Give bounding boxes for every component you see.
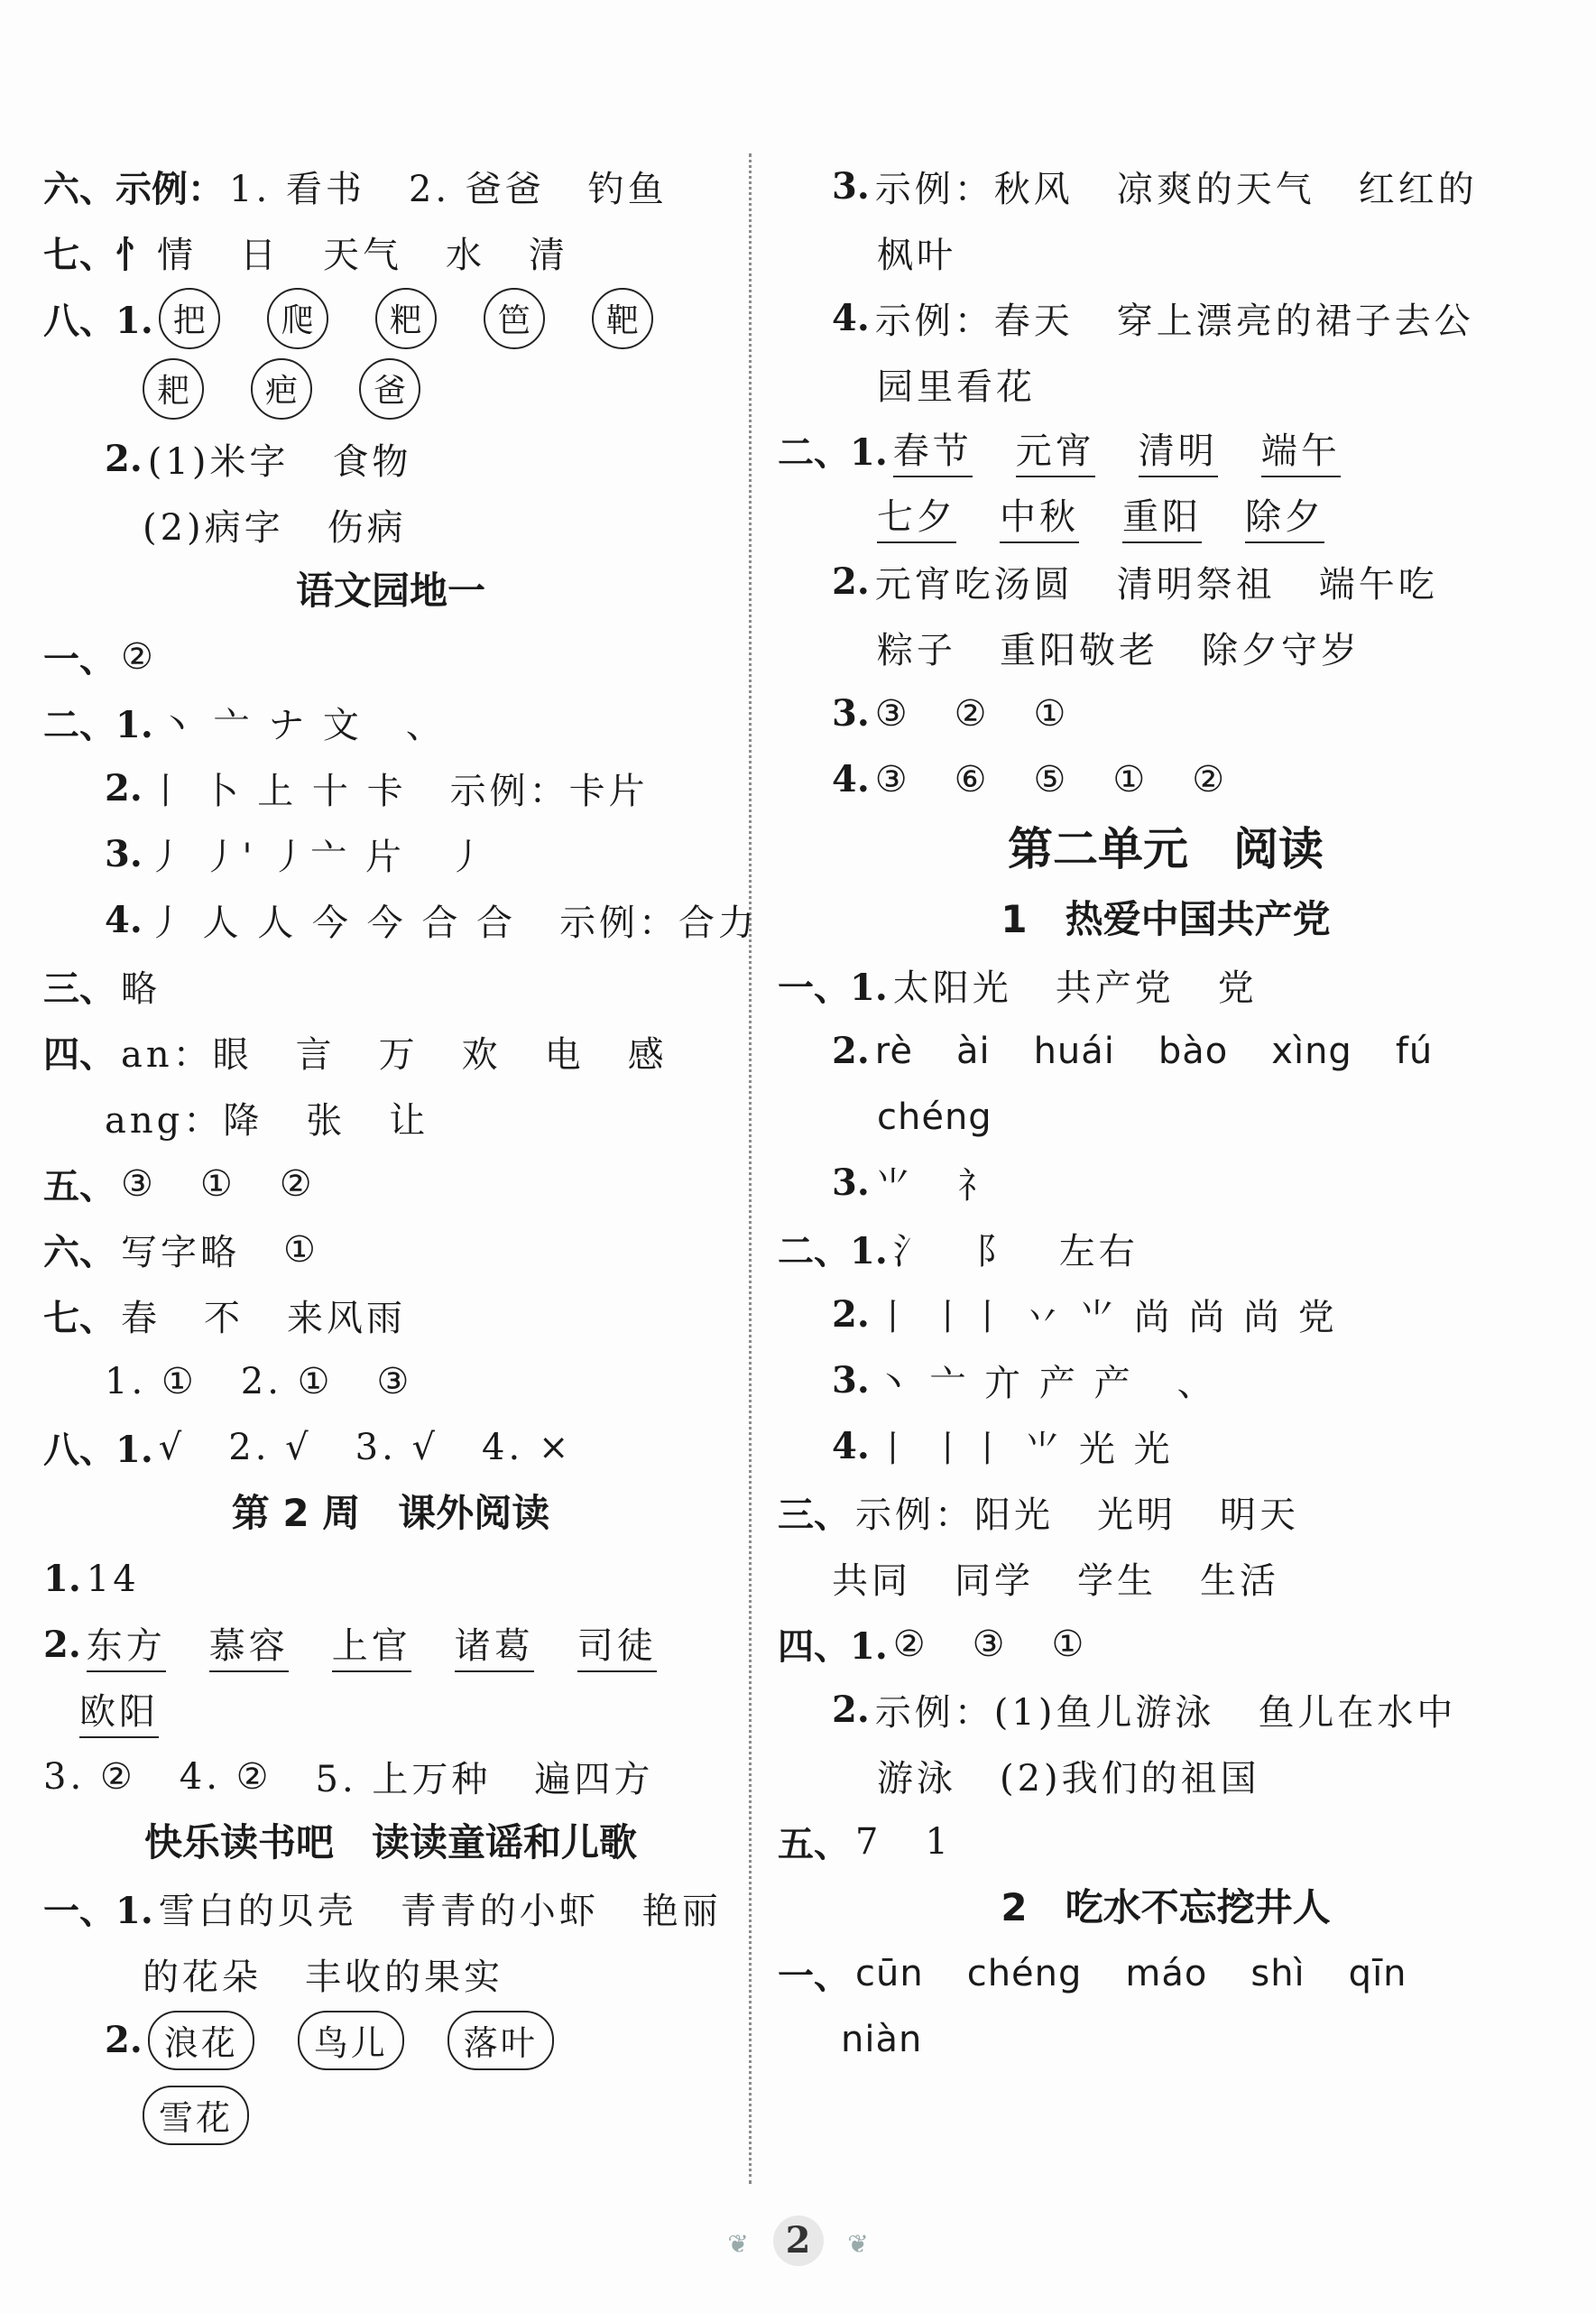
answer-text: 鱼儿在水中: [1258, 1692, 1457, 1734]
answer-text: 清明祭祖: [1116, 564, 1276, 606]
answer-line: [43, 1217, 738, 1282]
section-heading: 2 吃水不忘挖井人: [1001, 1885, 1331, 1929]
answer-text: 示例：合力: [559, 902, 759, 944]
answer-line: [43, 1678, 738, 1744]
answer-text: ⑥: [954, 758, 991, 800]
answer-number: 二、1.: [778, 431, 888, 474]
answer-line: [778, 153, 1554, 219]
pinyin-syllable: niàn: [841, 2018, 923, 2060]
answer-line: [43, 219, 738, 285]
underlined-answer: 重阳: [1122, 488, 1202, 543]
answer-line: [43, 1744, 738, 1809]
answer-text: ①: [283, 1228, 319, 1271]
answer-number: 五、: [778, 1823, 850, 1865]
section-heading: 第二单元 阅读: [1008, 823, 1324, 875]
answer-text: 丿 丿' 丿亠 片: [147, 837, 405, 878]
answer-text: 党: [1217, 967, 1258, 1009]
underlined-answer: 中秋: [1000, 488, 1079, 543]
answer-text: √: [158, 1426, 186, 1468]
answer-line: [43, 953, 738, 1019]
circled-character: 靶: [592, 288, 653, 349]
answer-text: 丿: [447, 837, 488, 878]
answer-number: 2.: [832, 1293, 870, 1336]
answer-text: 2. √: [228, 1426, 312, 1468]
answer-number: 八、1.: [43, 300, 153, 342]
answer-text: (2)病字: [143, 507, 284, 549]
circled-word: 落叶: [447, 2011, 554, 2070]
answer-line: [778, 952, 1554, 1018]
answer-text: 伤病: [327, 507, 407, 549]
pinyin-syllable: ài: [955, 1030, 991, 1072]
answer-text: ②: [954, 692, 991, 735]
answer-line: [778, 1611, 1554, 1677]
answer-line: [43, 1085, 738, 1151]
pinyin-syllable: bào: [1158, 1030, 1229, 1072]
answer-text: 学生: [1077, 1560, 1157, 1602]
answer-line: [778, 680, 1554, 746]
answer-line: [778, 1018, 1554, 1084]
answer-text: 1. 看书: [229, 169, 365, 210]
answer-text: 雪白的贝壳: [158, 1891, 357, 1932]
answer-text: 不: [204, 1298, 244, 1339]
answer-line: [43, 887, 759, 953]
answer-text: 示例：阳光: [855, 1494, 1054, 1536]
underlined-answer: 元宵: [1016, 422, 1095, 477]
answer-line: [778, 2006, 1554, 2072]
answer-text: 清: [529, 235, 568, 276]
answer-text: 除夕守岁: [1202, 630, 1361, 671]
pinyin-syllable: huái: [1033, 1030, 1115, 1072]
answer-number: 4.: [832, 758, 870, 800]
answer-line: [778, 1216, 1554, 1281]
answer-line: [43, 2073, 738, 2157]
answer-text: ang：降: [105, 1100, 263, 1142]
answer-text: 共同: [832, 1560, 911, 1602]
answer-text: ①: [1112, 758, 1149, 800]
answer-line: [778, 1809, 1554, 1874]
answer-text: 2. 爸爸: [408, 169, 545, 210]
answer-number: 3.: [832, 165, 870, 208]
pinyin-syllable: fú: [1395, 1030, 1434, 1072]
answer-number: 七、: [43, 1297, 115, 1339]
answer-line: [778, 483, 1554, 549]
answer-line: [43, 1282, 738, 1348]
answer-number: 七、忄: [43, 234, 152, 276]
section-heading: 第 2 周 课外阅读: [231, 1491, 550, 1535]
answer-line: [43, 624, 738, 689]
circled-word: 浪花: [148, 2011, 254, 2070]
answer-number: 2.: [105, 767, 143, 810]
answer-text: 欢: [461, 1034, 502, 1076]
answer-text: 丨 丨丨 丷 ⺌ 尚 尚 尚 党: [874, 1297, 1338, 1338]
answer-text: 园里看花: [877, 366, 1036, 408]
answer-line: [43, 1414, 738, 1480]
answer-text: 共产党: [1055, 967, 1175, 1009]
answer-text: 春: [121, 1298, 161, 1339]
answer-line: [43, 2007, 738, 2073]
answer-text: 7: [855, 1820, 882, 1863]
answer-number: 一、1.: [43, 1890, 153, 1932]
answer-line: [43, 1019, 738, 1085]
answer-number: 二、1.: [43, 704, 153, 746]
answer-number: 八、1.: [43, 1429, 153, 1471]
answer-text: 礻: [957, 1165, 998, 1207]
underlined-answer: 东方: [87, 1617, 166, 1672]
answer-number: 一、: [43, 638, 115, 680]
answer-text: ⑤: [1033, 758, 1070, 800]
answer-line: [43, 492, 738, 558]
section-heading: 快乐读书吧 读读童谣和儿歌: [143, 1820, 637, 1864]
answer-text: 氵: [892, 1231, 933, 1272]
answer-text: ②: [892, 1623, 929, 1665]
answer-text: 示例：卡片: [449, 771, 649, 812]
answer-number: 4.: [832, 297, 870, 339]
answer-line: [778, 1084, 1554, 1150]
answer-text: 同学: [955, 1560, 1034, 1602]
answer-text: 写字略: [121, 1232, 240, 1273]
page-number: 2: [773, 2216, 824, 2266]
answer-text: 天气: [323, 235, 402, 276]
pinyin-syllable: rè: [874, 1030, 913, 1072]
answer-line: [43, 1546, 738, 1612]
answer-line: [43, 689, 738, 755]
answer-line: [778, 615, 1554, 680]
circled-character: 耙: [143, 358, 204, 420]
answer-number: 3.: [832, 1359, 870, 1402]
answer-number: 2.: [105, 438, 143, 480]
answer-text: 穿上漂亮的裙子去公: [1116, 301, 1474, 342]
answer-text: 遍四方: [534, 1759, 654, 1800]
section-heading: 1 热爱中国共产党: [1001, 897, 1331, 941]
answer-number: 2.: [832, 1688, 870, 1731]
answer-text: 5. 上万种: [315, 1759, 492, 1800]
answer-line: [778, 417, 1554, 483]
answer-line: [43, 285, 738, 351]
answer-text: 示例：(1)鱼儿游泳: [874, 1692, 1215, 1734]
answer-text: 钓鱼: [587, 169, 668, 210]
answer-number: 2.: [105, 2019, 143, 2061]
answer-number: 4.: [105, 899, 143, 941]
underlined-answer: 慕容: [209, 1617, 289, 1672]
leaf-left-icon: ❦: [727, 2229, 749, 2259]
answer-text: ①: [199, 1162, 236, 1205]
answer-number: 一、1.: [778, 967, 888, 1009]
answer-line: [778, 1281, 1554, 1347]
left-column: [43, 153, 759, 2157]
answer-text: 3. √: [355, 1426, 439, 1468]
circled-word: 鸟儿: [298, 2011, 404, 2070]
answer-text: 光明: [1097, 1494, 1176, 1536]
answer-number: 一、: [778, 1955, 850, 1997]
answer-text: 电: [544, 1034, 585, 1076]
answer-text: 阝: [975, 1231, 1016, 1272]
answer-text: 、: [1176, 1363, 1217, 1404]
answer-number: 六、示例：: [43, 168, 224, 210]
answer-line: [778, 746, 1554, 812]
answer-text: 明天: [1220, 1494, 1299, 1536]
answer-text: 的花朵: [143, 1957, 262, 1998]
answer-line: [43, 426, 738, 492]
answer-line: [778, 285, 1554, 351]
answer-text: 艳丽: [641, 1891, 722, 1932]
answer-number: 三、: [778, 1494, 850, 1536]
pinyin-syllable: shì: [1250, 1952, 1305, 1994]
answer-text: 、: [405, 705, 446, 746]
answer-text: ⺌: [874, 1165, 915, 1207]
answer-line: [778, 351, 1554, 417]
pinyin-syllable: chéng: [966, 1952, 1083, 1994]
answer-text: 14: [86, 1558, 140, 1600]
answer-number: 2.: [832, 1030, 870, 1072]
circled-character: 粑: [375, 288, 437, 349]
answer-number: 五、: [43, 1165, 115, 1207]
answer-text: 2. ①: [240, 1360, 334, 1402]
answer-line: [43, 351, 738, 426]
answer-text: 青青的小虾: [400, 1891, 599, 1932]
answer-text: ①: [1033, 692, 1070, 735]
answer-line: [43, 1612, 738, 1678]
answer-text: 水: [446, 235, 485, 276]
answer-text: 日: [240, 235, 280, 276]
answer-number: 四、: [43, 1033, 115, 1076]
answer-number: 1.: [43, 1558, 81, 1600]
pinyin-syllable: qīn: [1348, 1952, 1407, 1994]
answer-text: 红红的: [1358, 169, 1478, 210]
answer-text: 丶 亠 ナ 文: [158, 705, 363, 746]
answer-text: 示例：秋风: [874, 169, 1074, 210]
column-divider: [749, 153, 752, 2184]
answer-text: 言: [295, 1034, 336, 1076]
answer-number: 3.: [105, 833, 143, 875]
answer-text: 太阳光: [892, 967, 1012, 1009]
answer-line: [43, 1348, 738, 1414]
answer-text: 4. ②: [179, 1755, 272, 1798]
underlined-answer: 诸葛: [455, 1617, 534, 1672]
answer-text: 端午吃: [1318, 564, 1438, 606]
answer-text: 重阳敬老: [1000, 630, 1158, 671]
underlined-answer: 除夕: [1245, 488, 1324, 543]
answer-text: 游泳: [877, 1758, 956, 1800]
answer-text: ③: [972, 1623, 1009, 1665]
answer-text: 枫叶: [877, 235, 956, 276]
answer-text: 情: [157, 235, 197, 276]
answer-text: ③: [121, 1162, 157, 1205]
answer-text: ③: [874, 758, 911, 800]
underlined-answer: 欧阳: [79, 1683, 159, 1738]
answer-text: 食物: [332, 441, 412, 483]
answer-number: 二、1.: [778, 1230, 888, 1272]
answer-text: 凉爽的天气: [1116, 169, 1315, 210]
circled-character: 笆: [484, 288, 545, 349]
answer-line: [778, 549, 1554, 615]
answer-number: 2.: [832, 560, 870, 603]
answer-text: 元宵吃汤圆: [874, 564, 1074, 606]
section-heading: 语文园地一: [295, 569, 485, 613]
answer-line: [778, 1479, 1554, 1545]
answer-number: 2.: [43, 1624, 81, 1666]
underlined-answer: 端午: [1261, 422, 1341, 477]
answer-text: an：眼: [121, 1034, 253, 1076]
answer-text: 略: [121, 968, 161, 1010]
answer-line: [43, 1151, 738, 1217]
answer-line: [43, 755, 738, 821]
answer-line: [43, 153, 738, 219]
answer-number: 六、: [43, 1231, 115, 1273]
answer-text: 来风雨: [287, 1298, 406, 1339]
answer-text: (1)米字: [147, 441, 290, 483]
pinyin-syllable: chéng: [877, 1096, 992, 1138]
answer-text: 丨 卜 上 十 卡: [147, 771, 407, 812]
answer-number: 3.: [832, 1161, 870, 1204]
answer-text: 张: [306, 1100, 346, 1142]
answer-text: 生活: [1200, 1560, 1279, 1602]
answer-text: ②: [279, 1162, 316, 1205]
answer-line: [778, 1940, 1554, 2006]
answer-text: 4. ×: [482, 1426, 573, 1468]
underlined-answer: 上官: [332, 1617, 411, 1672]
answer-text: 让: [389, 1100, 429, 1142]
answer-number: 3.: [832, 692, 870, 735]
answer-line: [43, 1941, 738, 2007]
answer-text: 丶 亠 亣 产 产: [874, 1363, 1134, 1404]
answer-text: 示例：春天: [874, 301, 1074, 342]
circled-character: 疤: [251, 358, 312, 420]
circled-character: 爸: [359, 358, 420, 420]
answer-number: 4.: [832, 1425, 870, 1467]
answer-line: [778, 1677, 1554, 1743]
answer-text: 万: [378, 1034, 419, 1076]
answer-line: [778, 219, 1554, 285]
answer-line: [778, 1545, 1554, 1611]
answer-text: 丨 丨丨 ⺌ 光 光: [874, 1429, 1174, 1470]
leaf-right-icon: ❦: [847, 2229, 869, 2259]
answer-line: [778, 1150, 1554, 1216]
underlined-answer: 七夕: [877, 488, 956, 543]
underlined-answer: 司徒: [577, 1617, 657, 1672]
answer-line: [778, 1413, 1554, 1479]
pinyin-syllable: máo: [1125, 1952, 1208, 1994]
circled-character: 把: [159, 288, 220, 349]
answer-text: (2)我们的祖国: [1000, 1758, 1260, 1800]
circled-character: 爬: [267, 288, 328, 349]
answer-text: 1. ①: [105, 1360, 198, 1402]
answer-text: 3. ②: [43, 1755, 136, 1798]
answer-line: [778, 1743, 1554, 1809]
answer-text: ③: [874, 692, 911, 735]
answer-text: 左右: [1058, 1231, 1139, 1272]
right-column: [778, 153, 1554, 2072]
answer-text: 1: [925, 1820, 952, 1863]
answer-text: 丰收的果实: [305, 1957, 503, 1998]
answer-number: 四、1.: [778, 1625, 888, 1668]
answer-text: 丿 人 人 今 今 合 合: [147, 902, 517, 944]
answer-text: ②: [1192, 758, 1229, 800]
answer-text: 感: [627, 1034, 668, 1076]
answer-text: ②: [121, 635, 157, 678]
answer-line: [43, 1875, 738, 1941]
answer-text: 粽子: [877, 630, 956, 671]
page-footer: [0, 2216, 1596, 2266]
underlined-answer: 春节: [893, 422, 973, 477]
answer-text: ③: [376, 1360, 413, 1402]
answer-text: ①: [1051, 1623, 1088, 1665]
circled-word: 雪花: [143, 2086, 249, 2145]
underlined-answer: 清明: [1139, 422, 1218, 477]
answer-number: 三、: [43, 967, 115, 1010]
answer-line: [43, 821, 738, 887]
pinyin-syllable: cūn: [855, 1952, 924, 1994]
answer-line: [778, 1347, 1554, 1413]
pinyin-syllable: xìng: [1271, 1030, 1352, 1072]
